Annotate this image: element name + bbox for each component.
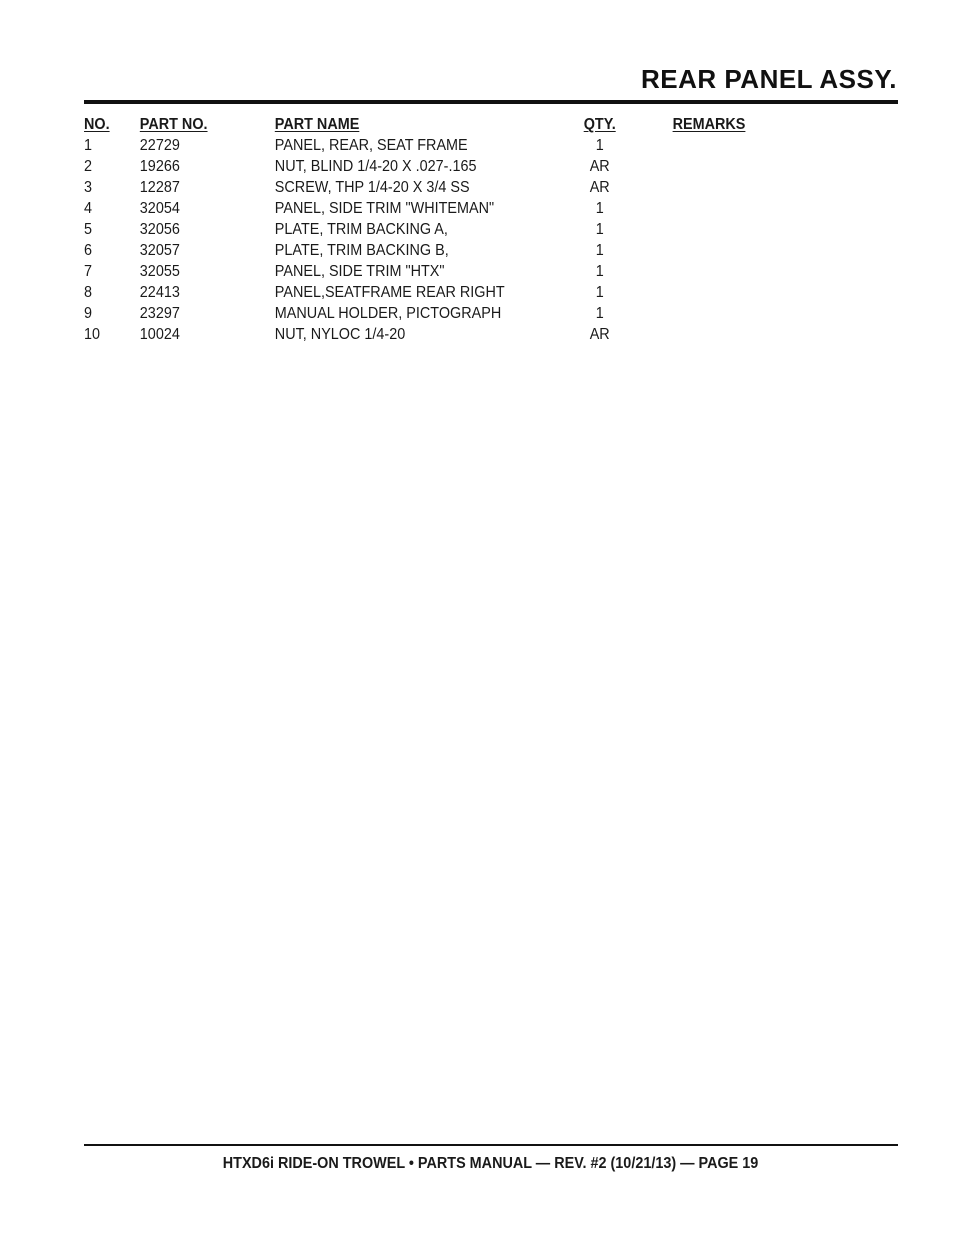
row-part-name: PLATE, TRIM BACKING A, [274,221,448,238]
row-part-no: 19266 [139,158,180,175]
row-qty: 1 [595,137,604,154]
row-qty: 1 [595,221,604,238]
row-no: 4 [84,200,93,217]
row-part-name: PANEL, SIDE TRIM "WHITEMAN" [274,200,495,217]
row-qty: 1 [595,200,604,217]
table-header-row [84,114,898,135]
row-no: 7 [84,263,93,280]
table-row [84,156,898,177]
footer-divider [84,1144,898,1146]
row-part-no: 12287 [139,179,180,196]
table-row [84,177,898,198]
row-no: 8 [84,284,93,301]
row-part-name: PLATE, TRIM BACKING B, [274,242,449,259]
row-part-no: 22413 [139,284,180,301]
row-part-name: SCREW, THP 1/4-20 X 3/4 SS [274,179,470,196]
row-part-no: 10024 [139,326,180,343]
row-part-name: PANEL, REAR, SEAT FRAME [274,137,468,154]
row-qty: AR [589,326,610,343]
header-qty: QTY. [583,116,616,133]
table-row [84,240,898,261]
row-no: 9 [84,305,93,322]
row-no: 1 [84,137,93,154]
row-no: 6 [84,242,93,259]
row-qty: AR [589,179,610,196]
row-qty: 1 [595,305,604,322]
header-part-name: PART NAME [274,116,360,133]
page-title: REAR PANEL ASSY. [640,64,897,94]
row-no: 2 [84,158,93,175]
header-part-no: PART NO. [139,116,208,133]
row-no: 3 [84,179,93,196]
table-row [84,261,898,282]
row-part-no: 23297 [139,305,180,322]
table-row [84,219,898,240]
row-qty: AR [589,158,610,175]
table-row [84,198,898,219]
row-part-no: 32055 [139,263,180,280]
row-part-no: 32056 [139,221,180,238]
table-row [84,303,898,324]
row-part-no: 22729 [139,137,180,154]
table-row [84,135,898,156]
header-remarks: REMARKS [672,116,746,133]
row-no: 10 [84,326,101,343]
table-row [84,324,898,345]
row-qty: 1 [595,263,604,280]
page-footer [84,1152,898,1176]
table-row [84,282,898,303]
row-part-name: NUT, BLIND 1/4-20 X .027-.165 [274,158,477,175]
footer-text: HTXD6i RIDE-ON TROWEL • PARTS MANUAL — REV. #2 (10/21/13) — PAGE 19 [223,1155,759,1172]
row-part-name: MANUAL HOLDER, PICTOGRAPH [274,305,502,322]
row-part-name: PANEL,SEATFRAME REAR RIGHT [274,284,505,301]
row-part-name: PANEL, SIDE TRIM "HTX" [274,263,445,280]
row-part-no: 32054 [139,200,180,217]
title-divider [84,100,898,104]
parts-table [84,114,898,345]
row-qty: 1 [595,242,604,259]
header-no: NO. [84,116,110,133]
row-qty: 1 [595,284,604,301]
row-part-name: NUT, NYLOC 1/4-20 [274,326,406,343]
row-part-no: 32057 [139,242,180,259]
row-no: 5 [84,221,93,238]
